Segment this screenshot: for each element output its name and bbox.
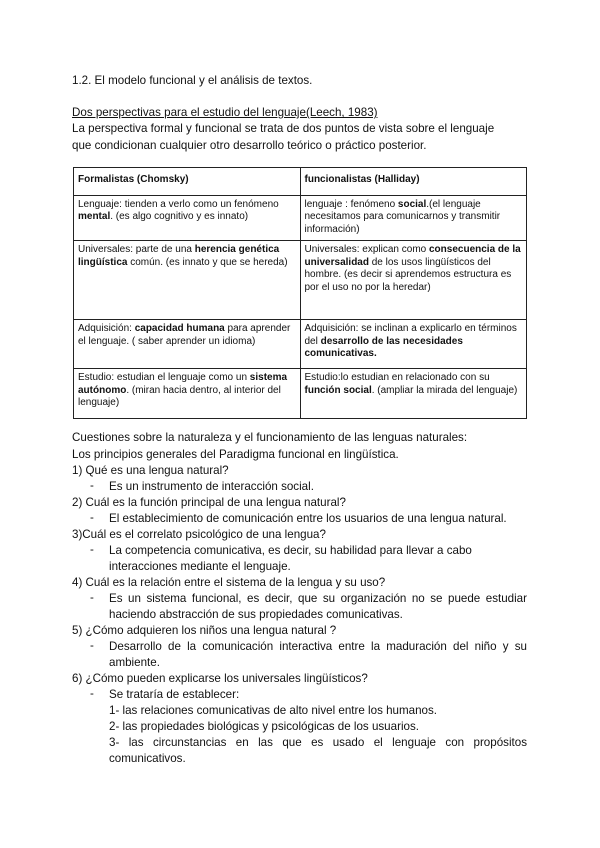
header-funcionalistas: funcionalistas (Halliday) bbox=[300, 168, 527, 196]
table-cell: Universales: explican como consecuencia de la universalidad de los usos lingüísticos del hombre. (es decir si aprendemos estructura es por el uso no por la heredar) bbox=[300, 241, 527, 320]
list-dash: - bbox=[90, 591, 94, 604]
question-6: 6) ¿Cómo pueden explicarse los universales lingüísticos? bbox=[72, 672, 368, 685]
question-4: 4) Cuál es la relación entre el sistema de la lengua y su uso? bbox=[72, 576, 386, 589]
table-row bbox=[74, 195, 527, 241]
table-cell: Estudio:lo estudian en relacionado con su función social. (ampliar la mirada del lenguaje) bbox=[300, 369, 527, 419]
question-2: 2) Cuál es la función principal de una lengua natural? bbox=[72, 496, 346, 509]
answer-4: Es un sistema funcional, es decir, que su organización no se puede estudiar haciendo abstracción de sus propiedades comunicativas. bbox=[109, 592, 527, 621]
comparison-table bbox=[73, 167, 527, 419]
answer-5: Desarrollo de la comunicación interactiva entre la maduración del niño y su ambiente. bbox=[109, 640, 527, 669]
list-item: 2- las propiedades biológicas y psicológicas de los usuarios. bbox=[109, 720, 419, 733]
table-header-row bbox=[74, 168, 527, 196]
table-cell: Adquisición: se inclinan a explicarlo en términos del desarrollo de las necesidades comunicativas. bbox=[300, 320, 527, 369]
section-title: 1.2. El modelo funcional y el análisis de textos. bbox=[72, 74, 313, 87]
table-cell: Universales: parte de una herencia genética lingüística común. (es innato y que se hereda) bbox=[74, 241, 301, 320]
question-3: 3)Cuál es el correlato psicológico de una lengua? bbox=[72, 528, 326, 541]
header-formalistas: Formalistas (Chomsky) bbox=[74, 168, 301, 196]
intro-line-2: que condicionan cualquier otro desarrollo teórico o práctico posterior. bbox=[72, 139, 427, 152]
table-cell: Lenguaje: tienden a verlo como un fenómeno mental. (es algo cognitivo y es innato) bbox=[74, 195, 301, 241]
intro-line-1: La perspectiva formal y funcional se trata de dos puntos de vista sobre el lenguaje bbox=[72, 122, 495, 135]
table-row bbox=[74, 241, 527, 320]
table-row bbox=[74, 320, 527, 369]
table-cell: lenguaje : fenómeno social.(el lenguaje necesitamos para comunicarnos y transmitir información) bbox=[300, 195, 527, 241]
list-dash: - bbox=[90, 479, 94, 492]
list-item: 3- las circunstancias en las que es usado el lenguaje con propósitos comunicativos. bbox=[109, 736, 527, 765]
answer-2: El establecimiento de comunicación entre los usuarios de una lengua natural. bbox=[109, 512, 507, 525]
list-dash: - bbox=[90, 543, 94, 556]
answer-6: Se trataría de establecer: bbox=[109, 688, 240, 701]
table-cell: Adquisición: capacidad humana para aprender el lenguaje. ( saber aprender un idioma) bbox=[74, 320, 301, 369]
list-dash: - bbox=[90, 511, 94, 524]
list-dash: - bbox=[90, 639, 94, 652]
questions-intro-2: Los principios generales del Paradigma funcional en lingüística. bbox=[72, 448, 399, 461]
subtitle: Dos perspectivas para el estudio del lenguaje(Leech, 1983) bbox=[72, 106, 378, 119]
table-row bbox=[74, 369, 527, 419]
question-1: 1) Qué es una lengua natural? bbox=[72, 464, 229, 477]
answer-3: La competencia comunicativa, es decir, su habilidad para llevar a cabo interacciones mediante el lenguaje. bbox=[109, 544, 472, 573]
question-5: 5) ¿Cómo adquieren los niños una lengua natural ? bbox=[72, 624, 337, 637]
list-item: 1- las relaciones comunicativas de alto nivel entre los humanos. bbox=[109, 704, 438, 717]
list-dash: - bbox=[90, 687, 94, 700]
table-cell: Estudio: estudian el lenguaje como un sistema autónomo. (miran hacia dentro, al interior del lenguaje) bbox=[74, 369, 301, 419]
questions-intro-1: Cuestiones sobre la naturaleza y el funcionamiento de las lenguas naturales: bbox=[72, 431, 468, 444]
answer-1: Es un instrumento de interacción social. bbox=[109, 480, 314, 493]
